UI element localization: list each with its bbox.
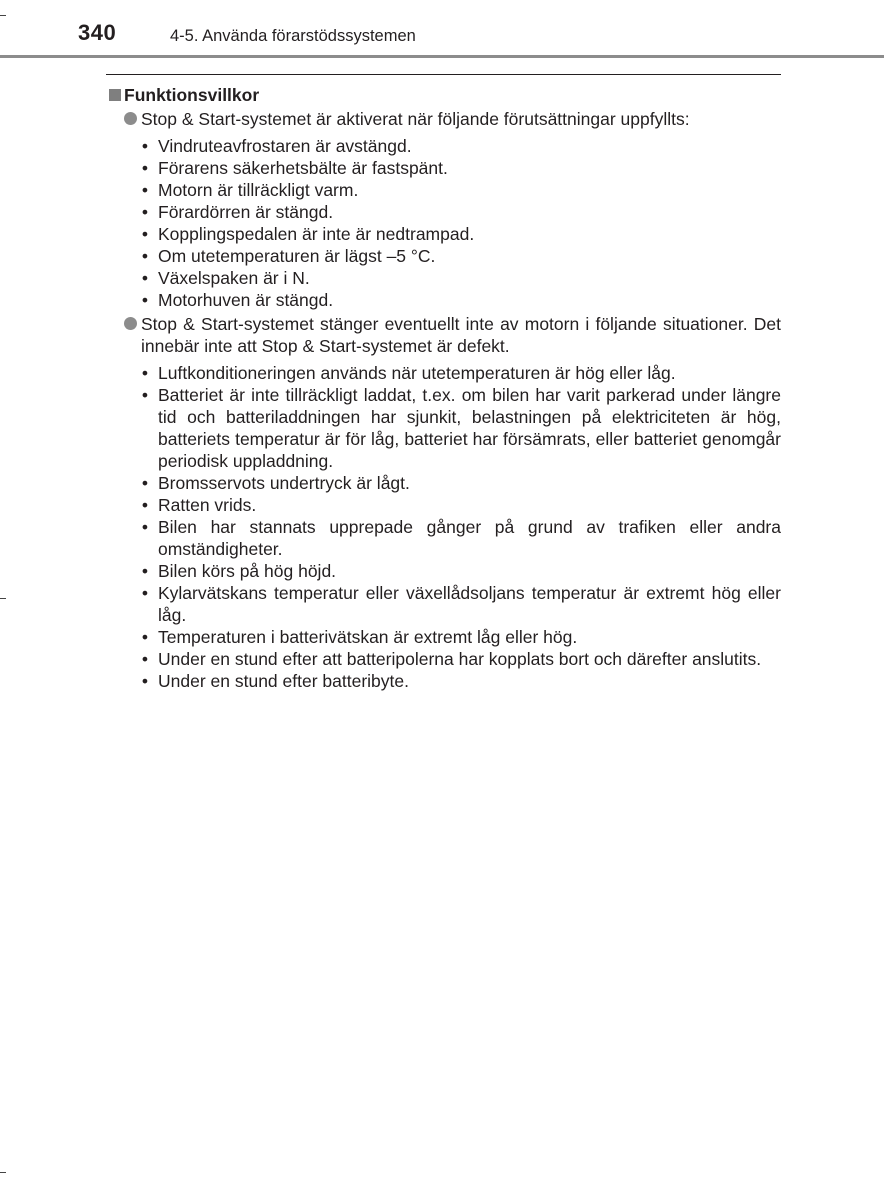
condition-paragraph [106,108,781,130]
list-item [106,472,781,494]
list-item-text: Ratten vrids. [158,495,257,515]
bullet-icon: • [141,363,149,383]
list-item [106,582,781,626]
bullet-icon: • [141,180,149,200]
list-item-text: Temperaturen i batterivätskan är extremt låg eller hög. [158,627,578,647]
bullet-icon: • [141,224,149,244]
square-marker-icon [109,89,121,101]
list-item-text: Batteriet är inte tillräckligt laddat, t.ex. om bilen har varit parkerad under längre tid och batteriladdningen har sjunkit, belastningen på elektriciteten är hög, batteriets temperatur är för låg, batteriet har försämrats, eller batteriet genomgår periodisk uppladdning. [158,385,781,471]
bullet-icon: • [141,627,149,647]
circle-marker-icon [124,112,137,125]
list-item [106,245,781,267]
section-heading-text: Funktionsvillkor [124,85,260,105]
condition-list [106,362,781,692]
condition-list [106,135,781,311]
condition-text: Stop & Start-systemet är aktiverat när följande förutsättningar uppfyllts: [141,109,690,129]
bullet-icon: • [141,202,149,222]
list-item-text: Växelspaken är i N. [158,268,310,288]
list-item [106,362,781,384]
bullet-icon: • [141,495,149,515]
list-item-text: Vindruteavfrostaren är avstängd. [158,136,412,156]
list-item [106,201,781,223]
section-heading [106,84,781,106]
bullet-icon: • [141,517,149,537]
circle-marker-icon [124,317,137,330]
crop-mark [0,15,6,16]
list-item [106,157,781,179]
bullet-icon: • [141,136,149,156]
bullet-icon: • [141,385,149,405]
list-item [106,267,781,289]
bullet-icon: • [141,290,149,310]
bullet-icon: • [141,473,149,493]
list-item [106,179,781,201]
bullet-icon: • [141,583,149,603]
bullet-icon: • [141,649,149,669]
list-item [106,384,781,472]
list-item [106,516,781,560]
bullet-icon: • [141,671,149,691]
crop-mark [0,598,6,599]
crop-mark [0,1172,6,1173]
section-title: 4-5. Använda förarstödssystemen [170,27,416,45]
list-item-text: Under en stund efter batteribyte. [158,671,409,691]
list-item-text: Bilen har stannats upprepade gånger på grund av trafiken eller andra omständigheter. [158,517,781,559]
list-item-text: Luftkonditioneringen används när utetemperaturen är hög eller låg. [158,363,676,383]
list-item-text: Kopplingspedalen är inte är nedtrampad. [158,224,475,244]
condition-paragraph [106,313,781,357]
list-item-text: Under en stund efter att batteripolerna har kopplats bort och därefter anslutits. [158,649,762,669]
list-item [106,626,781,648]
content-rule [106,74,781,75]
list-item-text: Bromsservots undertryck är lågt. [158,473,410,493]
bullet-icon: • [141,561,149,581]
bullet-icon: • [141,246,149,266]
list-item-text: Om utetemperaturen är lägst –5 °C. [158,246,436,266]
list-item [106,494,781,516]
list-item-text: Motorn är tillräckligt varm. [158,180,359,200]
bullet-icon: • [141,268,149,288]
list-item [106,135,781,157]
list-item-text: Förardörren är stängd. [158,202,334,222]
list-item [106,223,781,245]
list-item-text: Förarens säkerhetsbälte är fastspänt. [158,158,448,178]
condition-text: Stop & Start-systemet stänger eventuellt inte av motorn i följande situationer. Det innebär inte att Stop & Start-systemet är defekt. [141,314,781,356]
list-item [106,560,781,582]
page-number: 340 [78,20,117,45]
page-content [106,84,781,692]
bullet-icon: • [141,158,149,178]
list-item-text: Kylarvätskans temperatur eller växellådsoljans temperatur är extremt hög eller låg. [158,583,781,625]
list-item [106,289,781,311]
list-item [106,648,781,670]
header-rule [0,55,884,58]
page-header [0,0,884,58]
list-item [106,670,781,692]
list-item-text: Bilen körs på hög höjd. [158,561,337,581]
list-item-text: Motorhuven är stängd. [158,290,334,310]
